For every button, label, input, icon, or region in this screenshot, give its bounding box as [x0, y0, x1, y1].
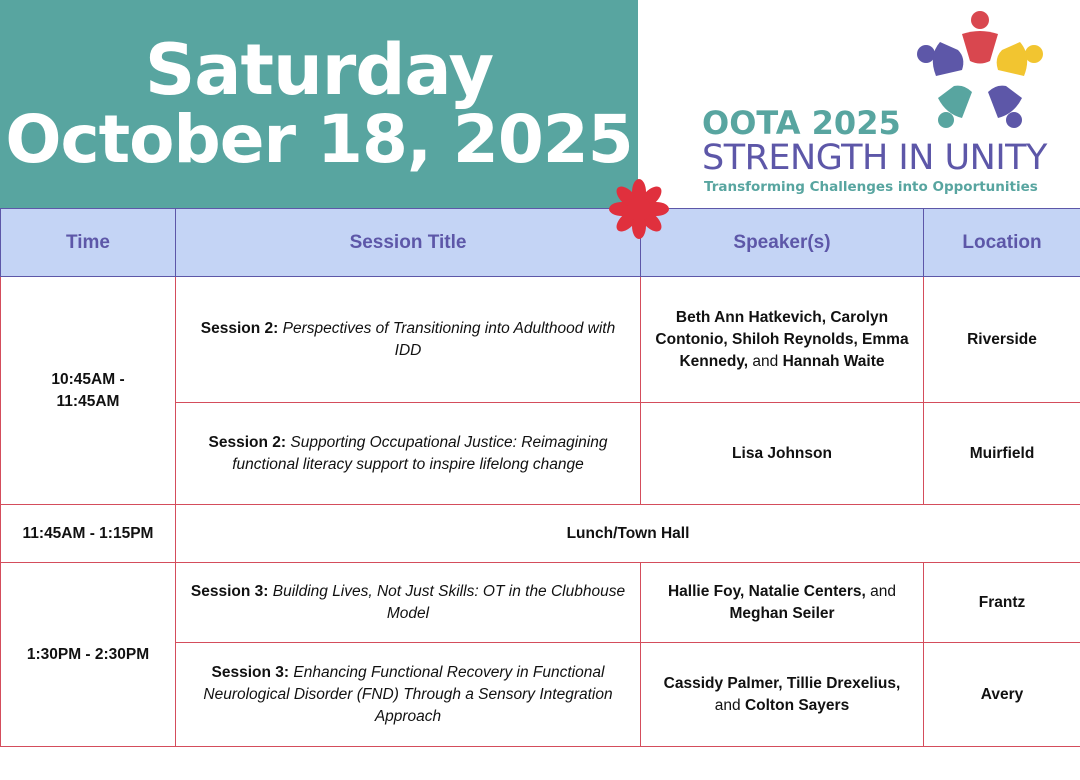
header-speakers: Speaker(s)	[641, 209, 924, 277]
table-row	[1, 505, 1080, 563]
schedule-table	[0, 208, 1080, 747]
speaker-names: Colton Sayers	[744, 696, 850, 714]
speaker-names: Hannah Waite	[782, 352, 885, 370]
unity-circle-icon	[910, 6, 1050, 136]
logo-tagline: Transforming Challenges into Opportunities	[704, 179, 1038, 195]
speaker-cell	[641, 563, 924, 643]
date-banner	[0, 0, 638, 208]
table-row	[1, 277, 1080, 403]
time-label: 10:45AM - 11:45AM	[51, 370, 125, 410]
speaker-cell	[641, 403, 924, 505]
session-cell	[176, 277, 641, 403]
session-cell	[176, 403, 641, 505]
table-header-row	[1, 209, 1080, 277]
location-cell: Avery	[924, 643, 1080, 747]
location-cell: Riverside	[924, 277, 1080, 403]
location-cell: Muirfield	[924, 403, 1080, 505]
speaker-names: Cassidy Palmer, Tillie Drexelius,	[663, 674, 901, 692]
speaker-cell	[641, 643, 924, 747]
session-title: Building Lives, Not Just Skills: OT in the Clubhouse Model	[272, 582, 626, 622]
session-title: Enhancing Functional Recovery in Functional Neurological Disorder (FND) Through a Sensory Integration Approach	[203, 663, 613, 725]
time-cell: 11:45AM - 1:15PM	[1, 505, 176, 563]
speaker-separator: and	[865, 582, 896, 600]
flower-icon	[608, 178, 670, 240]
session-number: Session 3:	[211, 663, 290, 681]
session-number: Session 3:	[190, 582, 269, 600]
date-heading: October 18, 2025	[5, 101, 633, 179]
speaker-names: Lisa Johnson	[732, 444, 832, 462]
header-location: Location	[924, 209, 1080, 277]
speaker-cell	[641, 277, 924, 403]
speaker-separator: and	[714, 696, 745, 714]
session-number: Session 2:	[208, 433, 287, 451]
speaker-separator: and	[748, 352, 783, 370]
day-heading: Saturday	[144, 28, 494, 111]
header-session-title: Session Title	[176, 209, 641, 277]
session-title: Perspectives of Transitioning into Adulthood with IDD	[282, 319, 616, 359]
time-cell	[1, 277, 176, 505]
session-number: Session 2:	[200, 319, 279, 337]
location-cell: Frantz	[924, 563, 1080, 643]
logo-title: OOTA 2025	[702, 104, 901, 142]
session-cell	[176, 563, 641, 643]
speaker-names: Meghan Seiler	[729, 604, 835, 622]
speaker-names: Hallie Foy, Natalie Centers,	[667, 582, 866, 600]
session-cell	[176, 643, 641, 747]
speaker-names: Beth Ann Hatkevich, Carolyn Contonio, Shiloh Reynolds, Emma Kennedy,	[655, 308, 909, 370]
session-title: Supporting Occupational Justice: Reimagining functional literacy support to inspire lifelong change	[232, 433, 608, 473]
lunch-cell: Lunch/Town Hall	[176, 505, 1080, 563]
logo-subtitle: STRENGTH IN UNITY	[702, 138, 1047, 178]
oota-logo	[700, 6, 1070, 202]
table-row	[1, 563, 1080, 643]
header-time: Time	[1, 209, 176, 277]
time-cell: 1:30PM - 2:30PM	[1, 563, 176, 747]
